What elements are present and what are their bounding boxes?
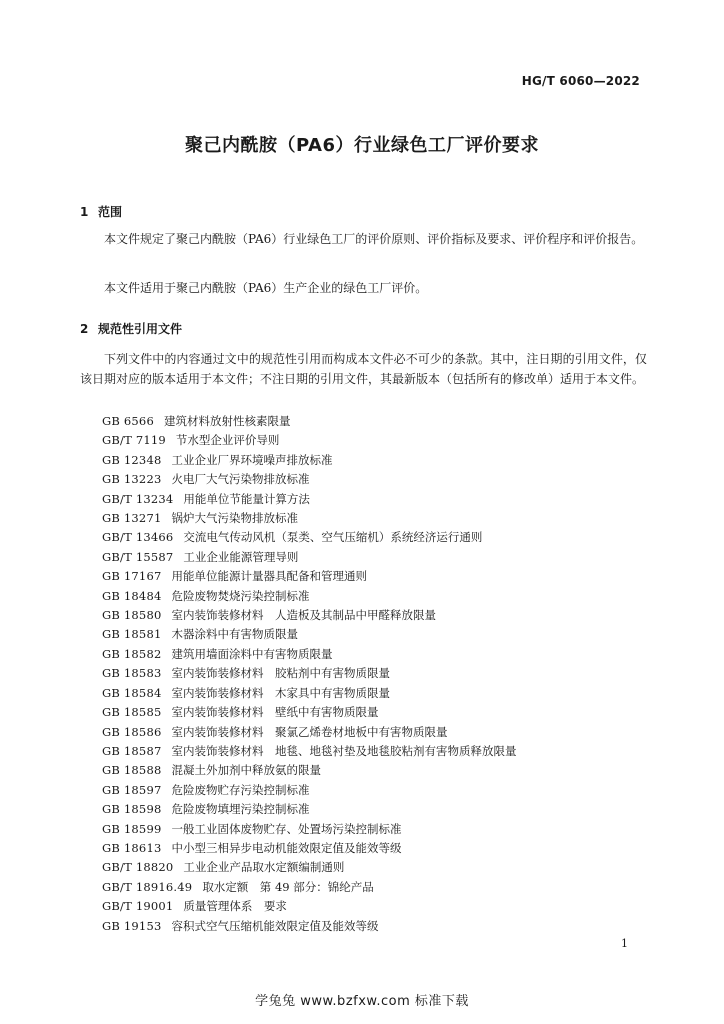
reference-item [102,470,516,489]
reference-title: 火电厂大气污染物排放标准 [171,472,310,487]
scope-paragraph-1: 本文件规定了聚己内酰胺（PA6）行业绿色工厂的评价原则、评价指标及要求、评价程序和评价报告。 [104,232,644,246]
reference-code: GB/T 15587 [102,549,174,564]
reference-title: 混凝土外加剂中释放氨的限量 [171,763,321,778]
reference-title: 建筑材料放射性核素限量 [163,414,291,428]
reference-code: GB 18585 [102,705,162,720]
reference-code: GB 18597 [102,782,162,797]
reference-item [102,451,516,470]
reference-title: 危险废物贮存污染控制标准 [171,782,310,797]
reference-code: GB 18586 [102,724,162,739]
footer-watermark: 学兔兔 www.bzfxw.com 标准下载 [255,994,469,1009]
section-2-number: 2 [80,322,89,336]
reference-item [102,761,516,780]
reference-item [102,897,516,916]
reference-code: GB 18599 [102,821,162,836]
reference-item [102,664,516,683]
reference-title: 锅炉大气污染物排放标准 [171,511,298,526]
reference-item [102,917,516,936]
reference-title: 用能单位节能量计算方法 [183,491,310,506]
reference-item [102,548,516,567]
reference-item [102,839,516,858]
section-2-title: 规范性引用文件 [98,322,183,336]
reference-code: GB 18584 [102,685,162,700]
reference-code: GB 19153 [102,918,162,933]
reference-code: GB/T 13466 [102,530,174,545]
reference-item [102,684,516,703]
section-1-number: 1 [80,205,89,219]
reference-title: 危险废物填埋污染控制标准 [171,802,310,817]
reference-item [102,703,516,722]
reference-code: GB 18583 [102,666,162,681]
reference-item [102,431,516,450]
reference-code: GB 18484 [102,588,162,603]
reference-code: GB 12348 [102,452,162,467]
reference-item [102,490,516,509]
reference-code: GB 13223 [102,472,162,487]
reference-item [102,606,516,625]
reference-title: 危险废物焚烧污染控制标准 [171,588,310,603]
reference-item [102,412,516,431]
reference-title: 节水型企业评价导则 [175,433,280,448]
reference-title: 工业企业厂界环境噪声排放标准 [171,452,333,467]
reference-title: 质量管理体系 要求 [183,899,287,914]
reference-code: GB 6566 [102,414,154,428]
reference-title: 木器涂料中有害物质限量 [171,627,298,642]
reference-title: 室内装饰装修材料 地毯、地毯衬垫及地毯胶粘剂有害物质释放限量 [171,743,517,758]
reference-title: 一般工业固体废物贮存、处置场污染控制标准 [171,821,402,836]
reference-title: 取水定额 第 49 部分：锦纶产品 [202,879,374,894]
reference-item [102,528,516,547]
reference-list [102,412,516,936]
reference-title: 工业企业能源管理导则 [183,549,299,564]
reference-code: GB/T 18820 [102,860,174,875]
reference-code: GB 18588 [102,763,162,778]
reference-item [102,723,516,742]
reference-title: 工业企业产品取水定额编制通则 [183,860,345,875]
reference-title: 室内装饰装修材料 壁纸中有害物质限量 [171,705,379,720]
reference-item [102,645,516,664]
reference-item [102,509,516,528]
reference-code: GB 13271 [102,511,162,526]
reference-code: GB 17167 [102,569,162,584]
section-1-heading [80,203,122,220]
reference-code: GB/T 18916.49 [102,879,193,894]
reference-title: 室内装饰装修材料 聚氯乙烯卷材地板中有害物质限量 [171,724,448,739]
standard-code: HG/T 6060—2022 [521,74,640,88]
reference-code: GB 18613 [102,840,162,855]
reference-item [102,742,516,761]
reference-item [102,625,516,644]
reference-item [102,858,516,877]
reference-title: 容积式空气压缩机能效限定值及能效等级 [171,918,379,933]
section-2-heading [80,320,182,337]
reference-title: 室内装饰装修材料 木家具中有害物质限量 [171,685,390,700]
normative-references-intro: 下列文件中的内容通过文中的规范性引用而构成本文件必不可少的条款。其中，注日期的引用文件，仅该日期对应的版本适用于本文件；不注日期的引用文件，其最新版本（包括所有的修改单）适用于本文件。 [80,352,647,386]
reference-code: GB 18587 [102,743,162,758]
section-1-title: 范围 [98,205,123,219]
reference-title: 室内装饰装修材料 胶粘剂中有害物质限量 [171,666,390,681]
reference-code: GB 18582 [102,646,162,661]
reference-code: GB/T 19001 [102,899,174,914]
reference-code: GB/T 13234 [102,491,174,506]
reference-code: GB 18581 [102,627,162,642]
reference-code: GB 18580 [102,608,162,623]
reference-title: 中小型三相异步电动机能效限定值及能效等级 [171,840,402,855]
reference-title: 建筑用墙面涂料中有害物质限量 [171,646,333,661]
reference-item [102,820,516,839]
scope-paragraph-2: 本文件适用于聚己内酰胺（PA6）生产企业的绿色工厂评价。 [104,281,428,295]
reference-item [102,878,516,897]
reference-code: GB/T 7119 [102,433,166,448]
page-number: 1 [621,937,628,950]
reference-item [102,567,516,586]
reference-item [102,587,516,606]
reference-code: GB 18598 [102,802,162,817]
reference-item [102,781,516,800]
reference-title: 用能单位能源计量器具配备和管理通则 [171,569,367,584]
reference-title: 室内装饰装修材料 人造板及其制品中甲醛释放限量 [171,608,436,623]
reference-title: 交流电气传动风机（泵类、空气压缩机）系统经济运行通则 [183,530,483,545]
document-title: 聚己内酰胺（PA6）行业绿色工厂评价要求 [185,135,539,156]
reference-item [102,800,516,819]
